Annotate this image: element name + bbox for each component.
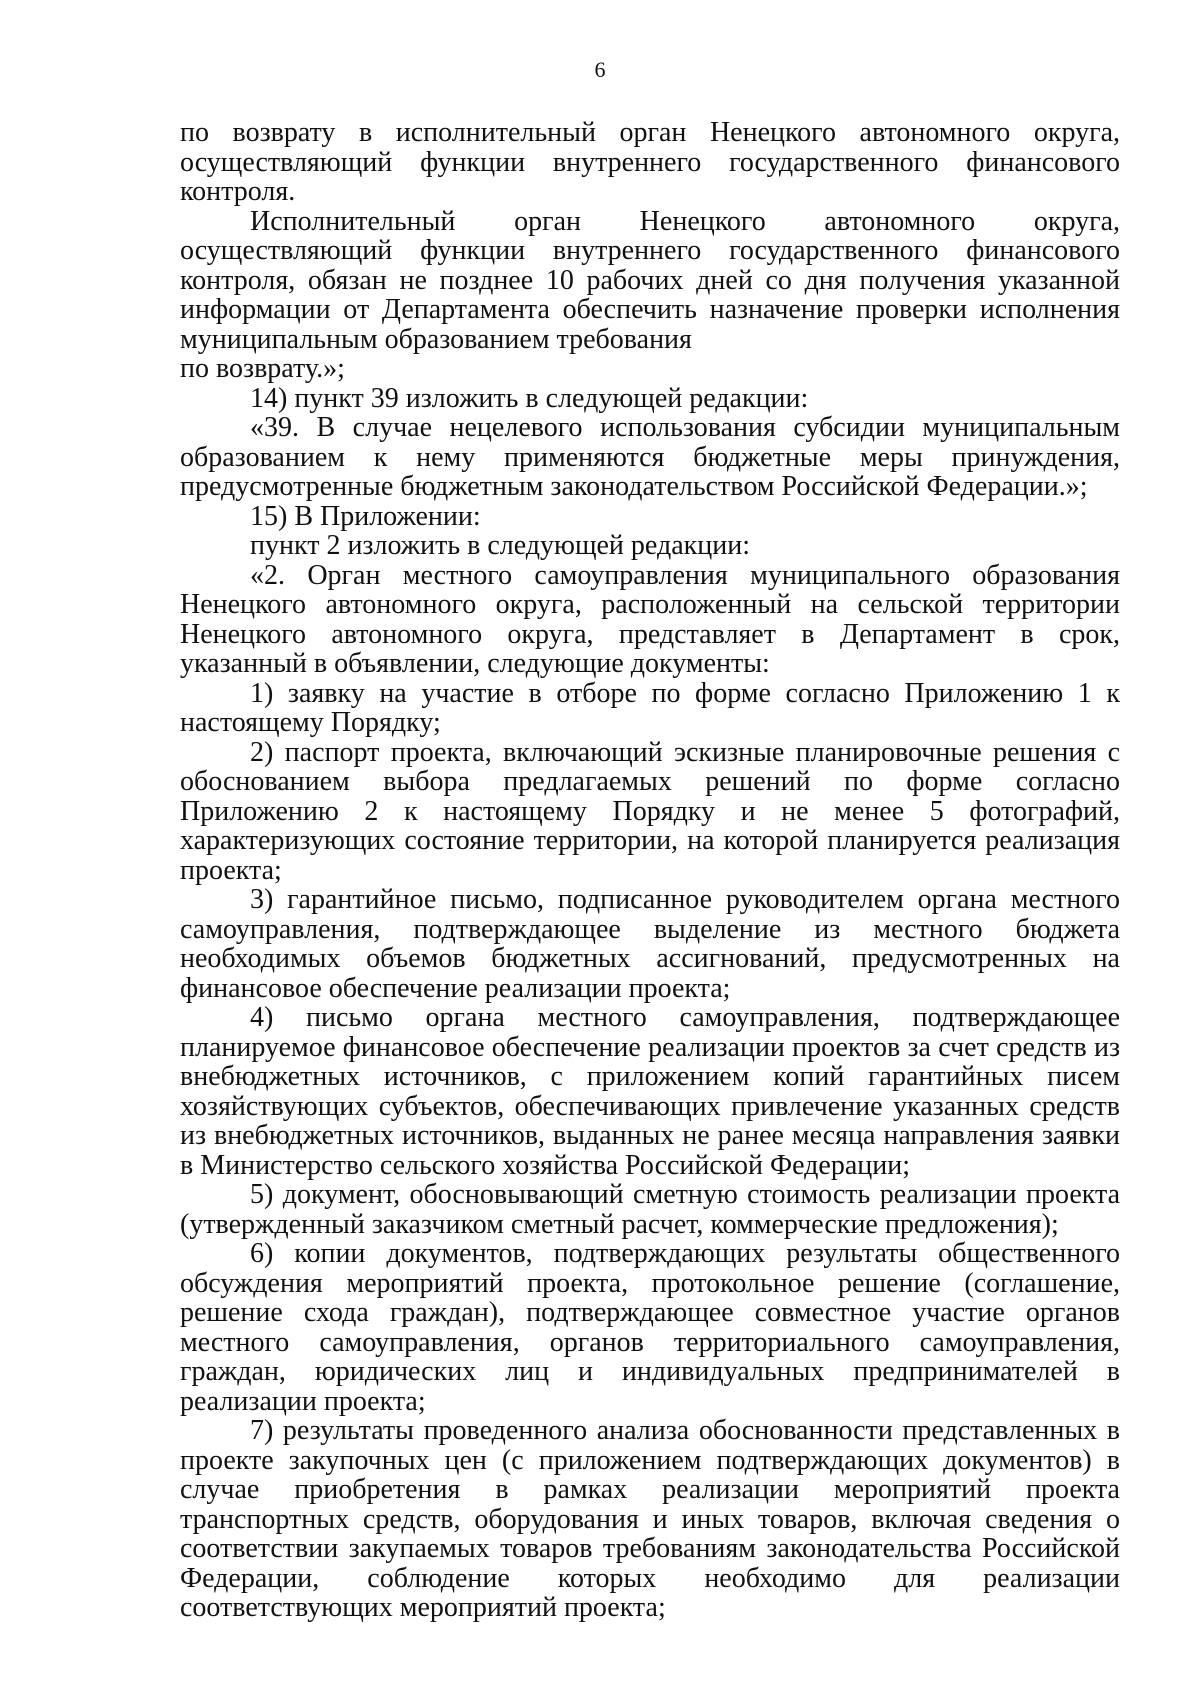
paragraph-return-continuation: по возврату в исполнительный орган Ненецкого автономного округа, осуществляющий функции внутреннего государственного финансового контроля. <box>180 117 1120 207</box>
paragraph-control-body-duty: Исполнительный орган Ненецкого автономного округа, осуществляющий функции внутреннего государственного финансового контроля, обязан не позднее 10 рабочих дней со дня получения указанной информации от Департамента обеспечить назначение проверки исполнения муниципальным образованием требования <box>180 205 1120 355</box>
list-item-5: 5) документ, обосновывающий сметную стоимость реализации проекта (утвержденный заказчиком сметный расчет, коммерческие предложения); <box>180 1179 1120 1240</box>
list-item-2: 2) паспорт проекта, включающий эскизные планировочные решения с обоснованием выбора предлагаемых решений по форме согласно Приложению 2 к настоящему Порядку и не менее 5 фотографий, характеризующих состояние территории, на которой планируется реализация проекта; <box>180 736 1120 886</box>
paragraph-point-39: «39. В случае нецелевого использования субсидии муниципальным образованием к нему применяются бюджетные меры принуждения, предусмотренные бюджетным законодательством Российской Федерации.»; <box>180 412 1120 502</box>
list-item-1: 1) заявку на участие в отборе по форме согласно Приложению 1 к настоящему Порядку; <box>180 677 1120 738</box>
list-item-3: 3) гарантийное письмо, подписанное руководителем органа местного самоуправления, подтверждающее выделение из местного бюджета необходимых объемов бюджетных ассигнований, предусмотренных на финансовое обеспечение реализации проекта; <box>180 884 1120 1004</box>
page-number: 6 <box>594 57 606 82</box>
paragraph-return-end: по возврату.»; <box>180 353 345 384</box>
list-item-7: 7) результаты проведенного анализа обоснованности представленных в проекте закупочных цен (с приложением подтверждающих документов) в случае приобретения в рамках реализации мероприятий проекта транспортных средств, оборудования и иных товаров, включая сведения о соответствии закупаемых товаров требованиям законодательства Российской Федерации, соблюдение которых необходимо для реализации соответствующих мероприятий проекта; <box>180 1415 1120 1623</box>
paragraph-item-14: 14) пункт 39 изложить в следующей редакции: <box>250 382 809 414</box>
list-item-4: 4) письмо органа местного самоуправления, подтверждающее планируемое финансовое обеспечение реализации проектов за счет средств из внебюджетных источников, с приложением копий гарантийных писем хозяйствующих субъектов, обеспечивающих привлечение указанных средств из внебюджетных источников, выданных не ранее месяца направления заявки в Министерство сельского хозяйства Российской Федерации; <box>180 1002 1120 1181</box>
paragraph-item-15: 15) В Приложении: <box>250 500 481 532</box>
document-body <box>180 118 1120 1623</box>
paragraph-point-2: «2. Орган местного самоуправления муниципального образования Ненецкого автономного округа, расположенный на сельской территории Ненецкого автономного округа, представляет в Департамент в срок, указанный в объявлении, следующие документы: <box>180 559 1120 679</box>
paragraph-point-2-intro: пункт 2 изложить в следующей редакции: <box>250 530 750 561</box>
list-item-6: 6) копии документов, подтверждающих результаты общественного обсуждения мероприятий проекта, протокольное решение (соглашение, решение схода граждан), подтверждающее совместное участие органов местного самоуправления, органов территориального самоуправления, граждан, юридических лиц и индивидуальных предпринимателей в реализации проекта; <box>180 1238 1120 1417</box>
